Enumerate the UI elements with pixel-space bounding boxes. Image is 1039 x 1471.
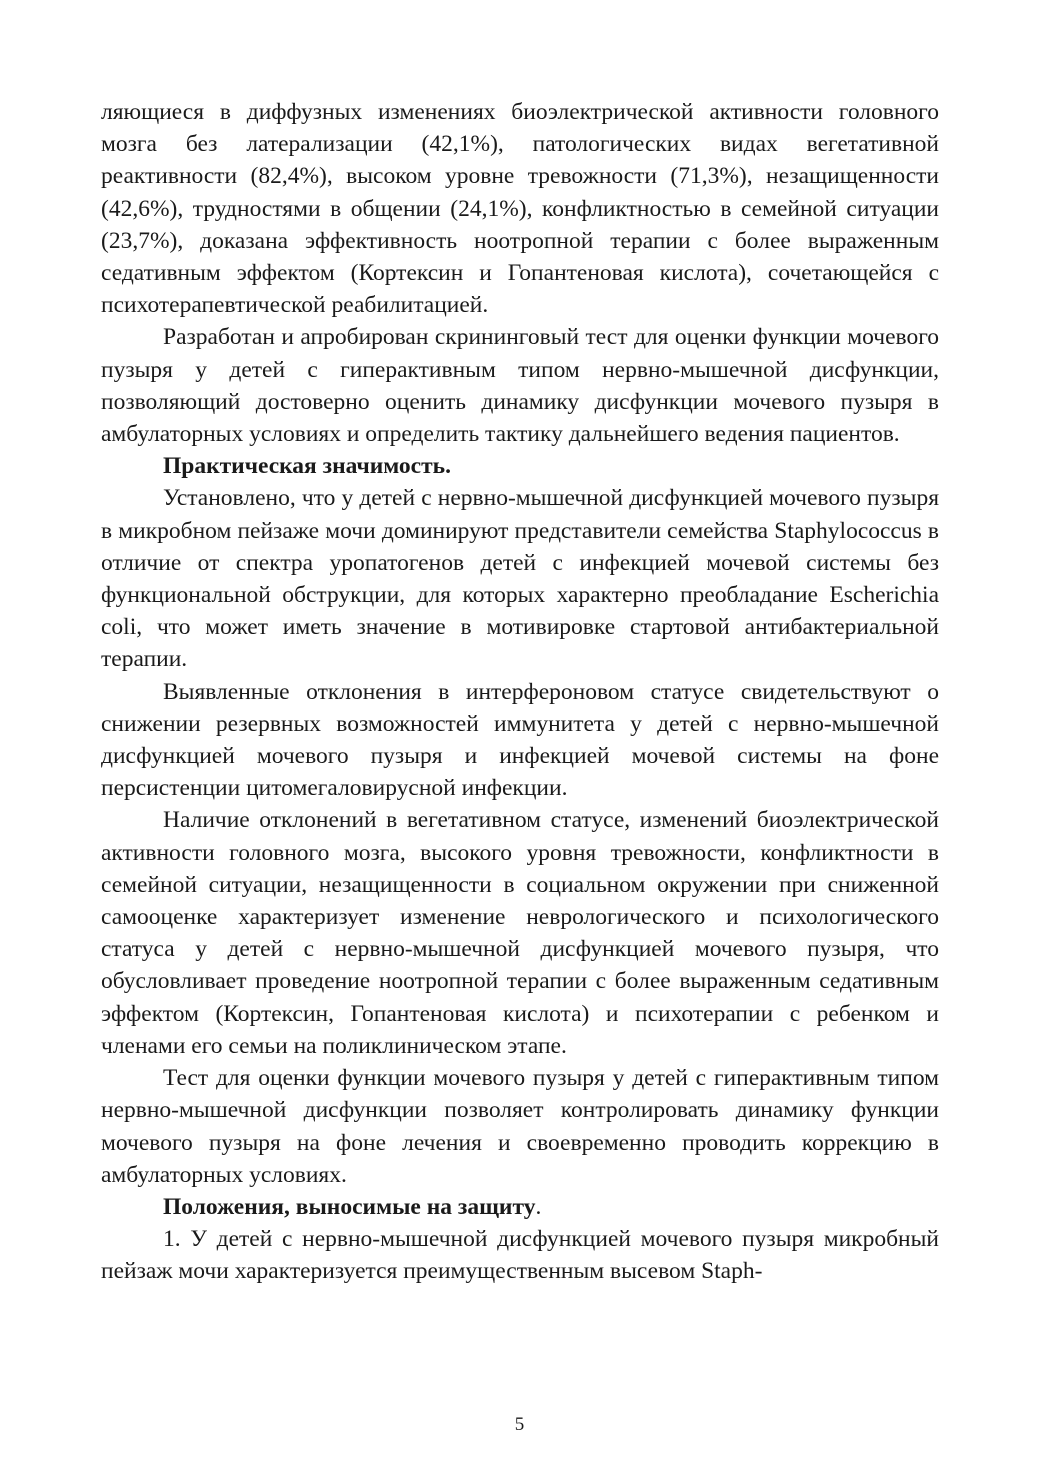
- paragraph-intro-continuation: ляющиеся в диффузных изменениях биоэлектрической активности головного мозга без латерализации (42,1%), патологических видах вегетативной реактивности (82,4%), высоком уровне тревожности (71,3%), незащищенности (42,6%), трудностями в общении (24,1%), конфликтностью в семейной ситуации (23,7%), доказана эффективность ноотропной терапии с более выраженным седативным эффектом (Кортексин и Гопантеновая кислота), сочетающейся с психотерапевтической реабилитацией.: [101, 99, 939, 319]
- paragraph-vegetative-status: Наличие отклонений в вегетативном статусе, изменений биоэлектрической активности головного мозга, высокого уровня тревожности, конфликтности в семейной ситуации, незащищенности в социальном окружении при сниженной самооценке характеризует изменение неврологического и психологического статуса у детей с нервно-мышечной дисфункцией мочевого пузыря, что обусловливает проведение ноотропной терапии с более выраженным седативным эффектом (Кортексин, Гопантеновая кислота) и психотерапии с ребенком и членами его семьи на поликлиническом этапе.: [101, 807, 939, 1059]
- paragraph-defense-item-1: 1. У детей с нервно-мышечной дисфункцией мочевого пузыря микробный пейзаж мочи характеризуется преимущественным высевом Staph-: [101, 1226, 939, 1285]
- heading-practical-significance: Практическая значимость.: [163, 453, 451, 480]
- heading-defense-provisions-text: Положения, выносимые на защиту: [163, 1193, 536, 1220]
- page-number: 5: [514, 1414, 525, 1435]
- paragraph-interferon-status: Выявленные отклонения в интерфероновом статусе свидетельствуют о снижении резервных возможностей иммунитета у детей с нервно-мышечной дисфункцией мочевого пузыря и инфекцией мочевой системы на фоне персистенции цитомегаловирусной инфекции.: [101, 678, 939, 802]
- heading-defense-provisions-period: .: [535, 1193, 542, 1220]
- paragraph-microbial-landscape: Установлено, что у детей с нервно-мышечной дисфункцией мочевого пузыря в микробном пейзаже мочи доминируют представители семейства Staphylococcus в отличие от спектра уропатогенов детей с инфекцией мочевой системы без функциональной обструкции, для которых характерно преобладание Escherichia coli, что может иметь значение в мотивировке стартовой антибактериальной терапии.: [101, 485, 939, 673]
- paragraph-screening-test: Разработан и апробирован скрининговый тест для оценки функции мочевого пузыря у детей с гиперактивным типом нервно-мышечной дисфункции, позволяющий достоверно оценить динамику дисфункции мочевого пузыря в амбулаторных условиях и определить тактику дальнейшего ведения пациентов.: [101, 324, 939, 448]
- paragraph-bladder-test: Тест для оценки функции мочевого пузыря у детей с гиперактивным типом нервно-мышечной дисфункции позволяет контролировать динамику функции мочевого пузыря на фоне лечения и своевременно проводить коррекцию в амбулаторных условиях.: [101, 1065, 939, 1188]
- document-page: [101, 96, 939, 1288]
- heading-defense-provisions: [101, 1191, 939, 1223]
